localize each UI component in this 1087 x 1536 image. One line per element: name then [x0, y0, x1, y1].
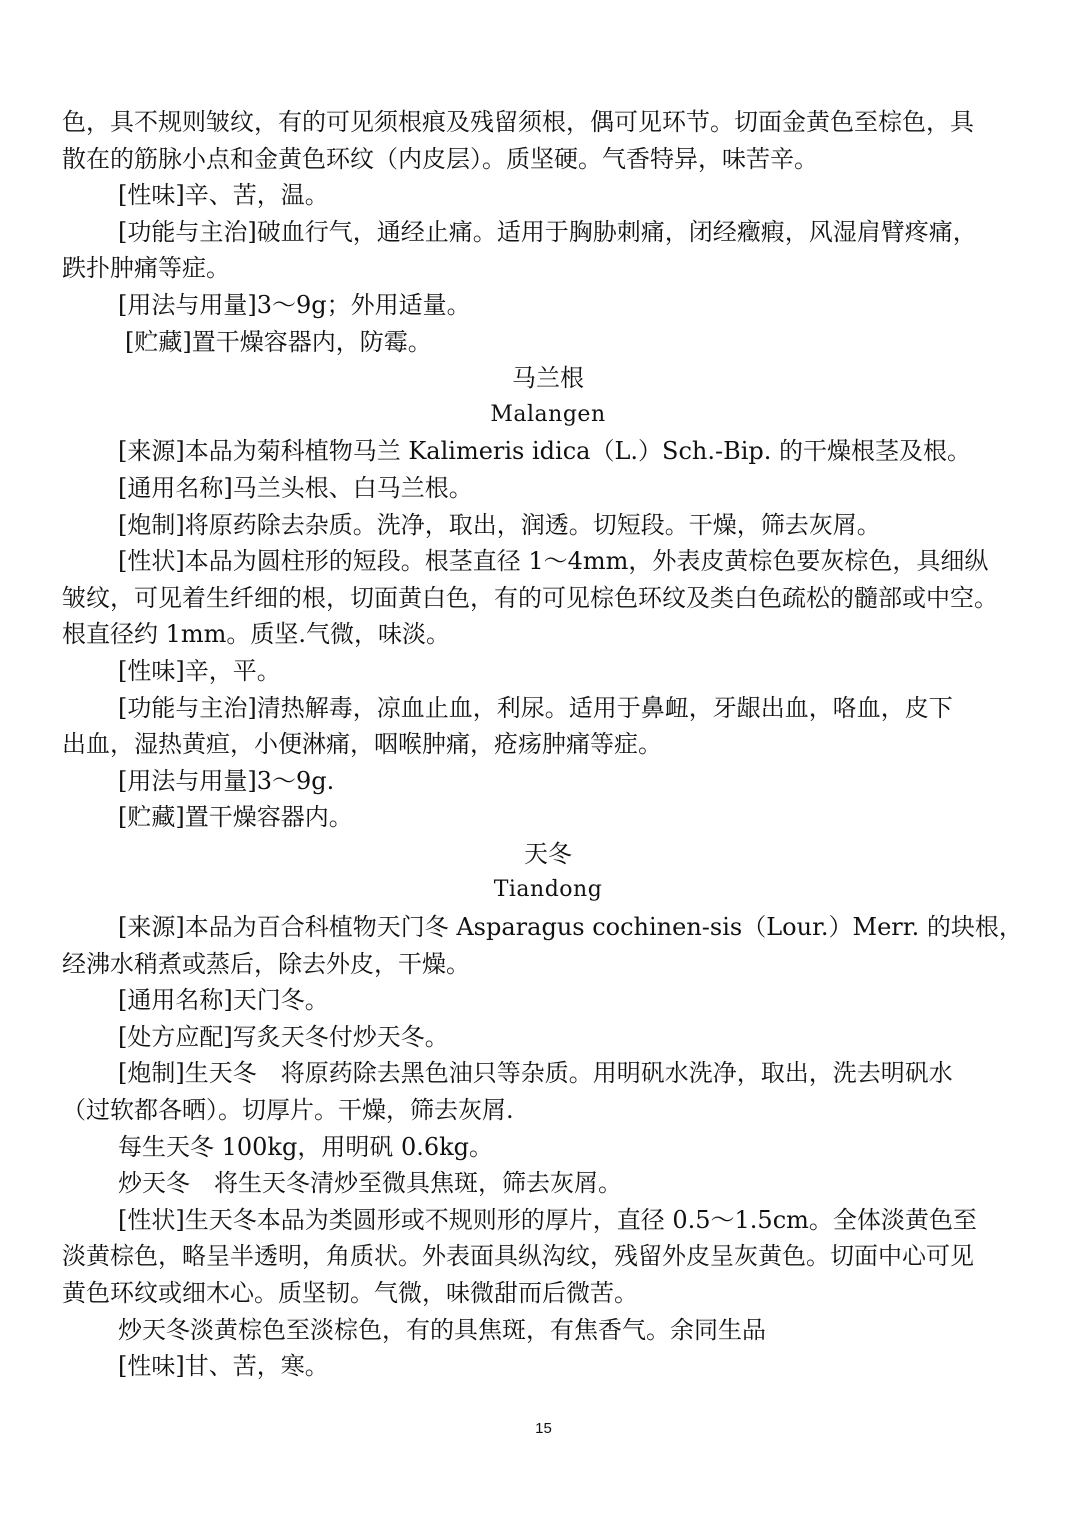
processing-entry: [炮制]将原药除去杂质。洗净，取出，润透。切短段。干燥，筛去灰屑。	[118, 510, 881, 539]
text-line: 色，具不规则皱纹，有的可见须根痕及残留须根，偶可见环节。切面金黄色至棕色，具	[62, 108, 974, 136]
text-line: （过软都各晒）。切厚片。干燥，筛去灰屑.	[62, 1096, 514, 1125]
function-indication-entry: [功能与主治]破血行气，通经止痛。适用于胸胁刺痛，闭经癥瘕，风湿肩臂疼痛，	[118, 217, 977, 246]
source-entry: [来源]本品为百合科植物天门冬 Asparagus cochinen-sis（Lour.）Merr. 的块根，	[118, 913, 1023, 942]
processing-entry: [炮制]生天冬 将原药除去黑色油只等杂质。用明矾水洗净，取出，洗去明矾水	[118, 1059, 953, 1088]
storage-entry: [贮藏]置干燥容器内。	[118, 803, 353, 832]
text-line: 出血，湿热黄疸，小便淋痛，咽喉肿痛，疮疡肿痛等症。	[62, 730, 662, 759]
source-entry: [来源]本品为菊科植物马兰 Kalimeris idica（L.）Sch.-Bip. 的干燥根茎及根。	[118, 437, 972, 466]
text-line: 皱纹，可见着生纤细的根，切面黄白色，有的可见棕色环纹及类白色疏松的髓部或中空。	[62, 583, 998, 612]
text-line: 炒天冬淡黄棕色至淡棕色，有的具焦斑，有焦香气。余同生品	[118, 1315, 766, 1344]
common-name-entry: [通用名称]马兰头根、白马兰根。	[118, 473, 473, 502]
herb-title-pinyin: Malangen	[490, 401, 606, 427]
text-line: 经沸水稍煮或蒸后，除去外皮，干燥。	[62, 949, 470, 978]
document-page	[62, 104, 1026, 1385]
property-taste-entry: [性味]辛、苦，温。	[118, 181, 329, 210]
characteristics-entry: [性状]生天冬本品为类圆形或不规则形的厚片，直径 0.5～1.5cm。全体淡黄色至	[118, 1205, 977, 1234]
property-taste-entry: [性味]甘、苦，寒。	[118, 1352, 329, 1381]
characteristics-entry: [性状]本品为圆柱形的短段。根茎直径 1～4mm，外表皮黄棕色要灰棕色，具细纵	[118, 547, 989, 576]
usage-dosage-entry: [用法与用量]3～9g.	[118, 766, 335, 795]
storage-entry: [贮藏]置干燥容器内，防霉。	[125, 327, 432, 356]
prescription-entry: [处方应配]写炙天冬付炒天冬。	[118, 1022, 449, 1051]
page-number: 15	[535, 1420, 552, 1437]
usage-dosage-entry: [用法与用量]3～9g；外用适量。	[118, 290, 471, 319]
herb-title-chinese: 马兰根	[512, 364, 584, 393]
property-taste-entry: [性味]辛，平。	[118, 656, 281, 685]
text-line: 跌扑肿痛等症。	[62, 254, 230, 283]
text-line: 每生天冬 100kg，用明矾 0.6kg。	[118, 1132, 494, 1161]
text-line: 炒天冬 将生天冬清炒至微具焦斑，筛去灰屑。	[118, 1169, 622, 1198]
function-indication-entry: [功能与主治]清热解毒，凉血止血，利尿。适用于鼻衄，牙龈出血，咯血，皮下	[118, 693, 953, 722]
herb-title-pinyin: Tiandong	[493, 877, 603, 903]
common-name-entry: [通用名称]天门冬。	[118, 986, 329, 1015]
text-line: 根直径约 1mm。质坚.气微，味淡。	[62, 620, 451, 649]
text-line: 黄色环纹或细木心。质坚韧。气微，味微甜而后微苦。	[62, 1279, 638, 1307]
herb-title-chinese: 天冬	[524, 839, 572, 868]
text-line: 淡黄棕色，略呈半透明，角质状。外表面具纵沟纹，残留外皮呈灰黄色。切面中心可见	[62, 1242, 974, 1271]
text-line: 散在的筋脉小点和金黄色环纹（内皮层）。质坚硬。气香特异，味苦辛。	[62, 144, 818, 173]
